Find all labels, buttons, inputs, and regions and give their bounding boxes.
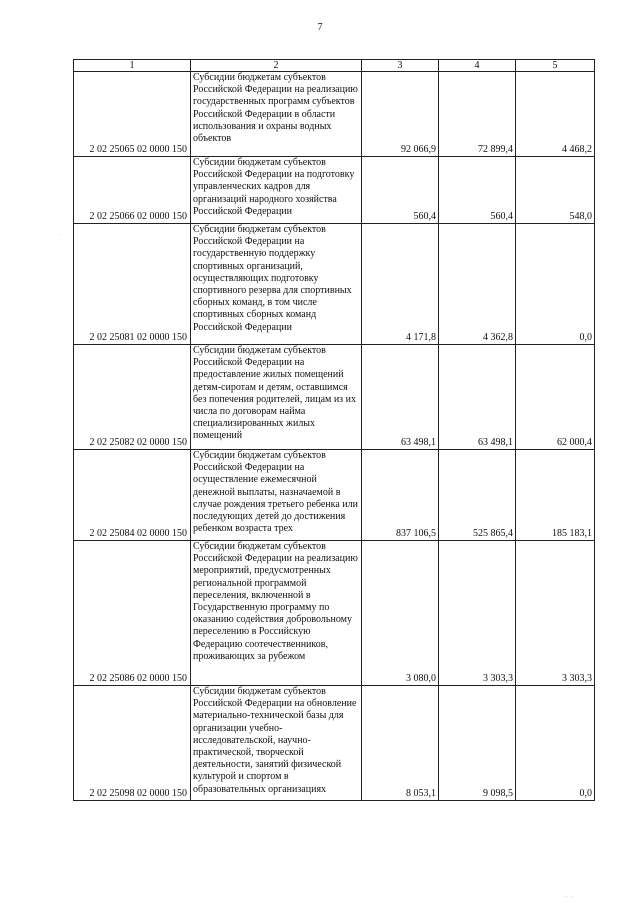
description-cell: Субсидии бюджетам субъектов Российской Федерации на реализацию мероприятий, предусмотренных региональной программой переселения, включенной в Государственную программу по оказанию содействия добровольному переселению в Российскую Федерацию соотечественников, проживающих за рубежом: [191, 541, 362, 686]
table-header-row: [74, 60, 595, 72]
column-header: 4: [439, 60, 516, 72]
budget-code-cell: 2 02 25081 02 0000 150: [74, 224, 191, 345]
amount-cell-col4: 63 498,1: [439, 345, 516, 450]
amount-cell-col4: 9 098,5: [439, 686, 516, 801]
amount-cell-col3: 92 066,9: [362, 72, 439, 157]
amount-cell-col5: 185 183,1: [516, 450, 595, 541]
amount-cell-col5: 3 303,3: [516, 541, 595, 686]
amount-cell-col3: 8 053,1: [362, 686, 439, 801]
amount-cell-col5: 0,0: [516, 686, 595, 801]
amount-cell-col3: 63 498,1: [362, 345, 439, 450]
page-number: 7: [317, 22, 323, 33]
description-cell: Субсидии бюджетам субъектов Российской Федерации на предоставление жилых помещений детям-сиротам и детям, оставшимся без попечения родителей, лицам из их числа по договорам найма специализированных жилых помещений: [191, 345, 362, 450]
column-header: 2: [191, 60, 362, 72]
column-header: 1: [74, 60, 191, 72]
amount-cell-col4: 4 362,8: [439, 224, 516, 345]
amount-cell-col4: 3 303,3: [439, 541, 516, 686]
budget-code-cell: 2 02 25086 02 0000 150: [74, 541, 191, 686]
amount-cell-col4: 525 865,4: [439, 450, 516, 541]
amount-cell-col3: 837 106,5: [362, 450, 439, 541]
scan-margin-mark: ·: [60, 233, 62, 238]
amount-cell-col5: 548,0: [516, 157, 595, 224]
description-cell: Субсидии бюджетам субъектов Российской Федерации на реализацию государственных программ субъектов Российской Федерации в области использования и охраны водных объектов: [191, 72, 362, 157]
table-row: [74, 157, 595, 224]
amount-cell-col3: 560,4: [362, 157, 439, 224]
amount-cell-col3: 4 171,8: [362, 224, 439, 345]
description-cell: Субсидии бюджетам субъектов Российской Федерации на государственную поддержку спортивных организаций, осуществляющих подготовку спортивного резерва для спортивных сборных команд, в том числе спортивных сборных команд Российской Федерации: [191, 224, 362, 345]
description-cell: Субсидии бюджетам субъектов Российской Федерации на осуществление ежемесячной денежной выплаты, назначаемой в случае рождения третьего ребенка или последующих детей до достижения ребенком возраста трех: [191, 450, 362, 541]
amount-cell-col5: 4 468,2: [516, 72, 595, 157]
table-row: [74, 345, 595, 450]
budget-code-cell: 2 02 25066 02 0000 150: [74, 157, 191, 224]
description-cell: Субсидии бюджетам субъектов Российской Федерации на подготовку управленческих кадров для организаций народного хозяйства Российской Федерации: [191, 157, 362, 224]
scan-footer-mark: · ·: [566, 895, 574, 900]
amount-cell-col4: 560,4: [439, 157, 516, 224]
amount-cell-col4: 72 899,4: [439, 72, 516, 157]
table-row: [74, 224, 595, 345]
column-header: 3: [362, 60, 439, 72]
table-row: [74, 450, 595, 541]
budget-table: [73, 59, 595, 801]
budget-code-cell: 2 02 25082 02 0000 150: [74, 345, 191, 450]
column-header: 5: [516, 60, 595, 72]
budget-code-cell: 2 02 25098 02 0000 150: [74, 686, 191, 801]
budget-code-cell: 2 02 25084 02 0000 150: [74, 450, 191, 541]
budget-code-cell: 2 02 25065 02 0000 150: [74, 72, 191, 157]
amount-cell-col3: 3 080,0: [362, 541, 439, 686]
table-row: [74, 541, 595, 686]
table-row: [74, 72, 595, 157]
table-row: [74, 686, 595, 801]
amount-cell-col5: 0,0: [516, 224, 595, 345]
description-cell: Субсидии бюджетам субъектов Российской Федерации на обновление материально-технической базы для организации учебно-исследовательской, научно-практической, творческой деятельности, занятий физической культурой и спортом в образовательных организациях: [191, 686, 362, 801]
amount-cell-col5: 62 000,4: [516, 345, 595, 450]
